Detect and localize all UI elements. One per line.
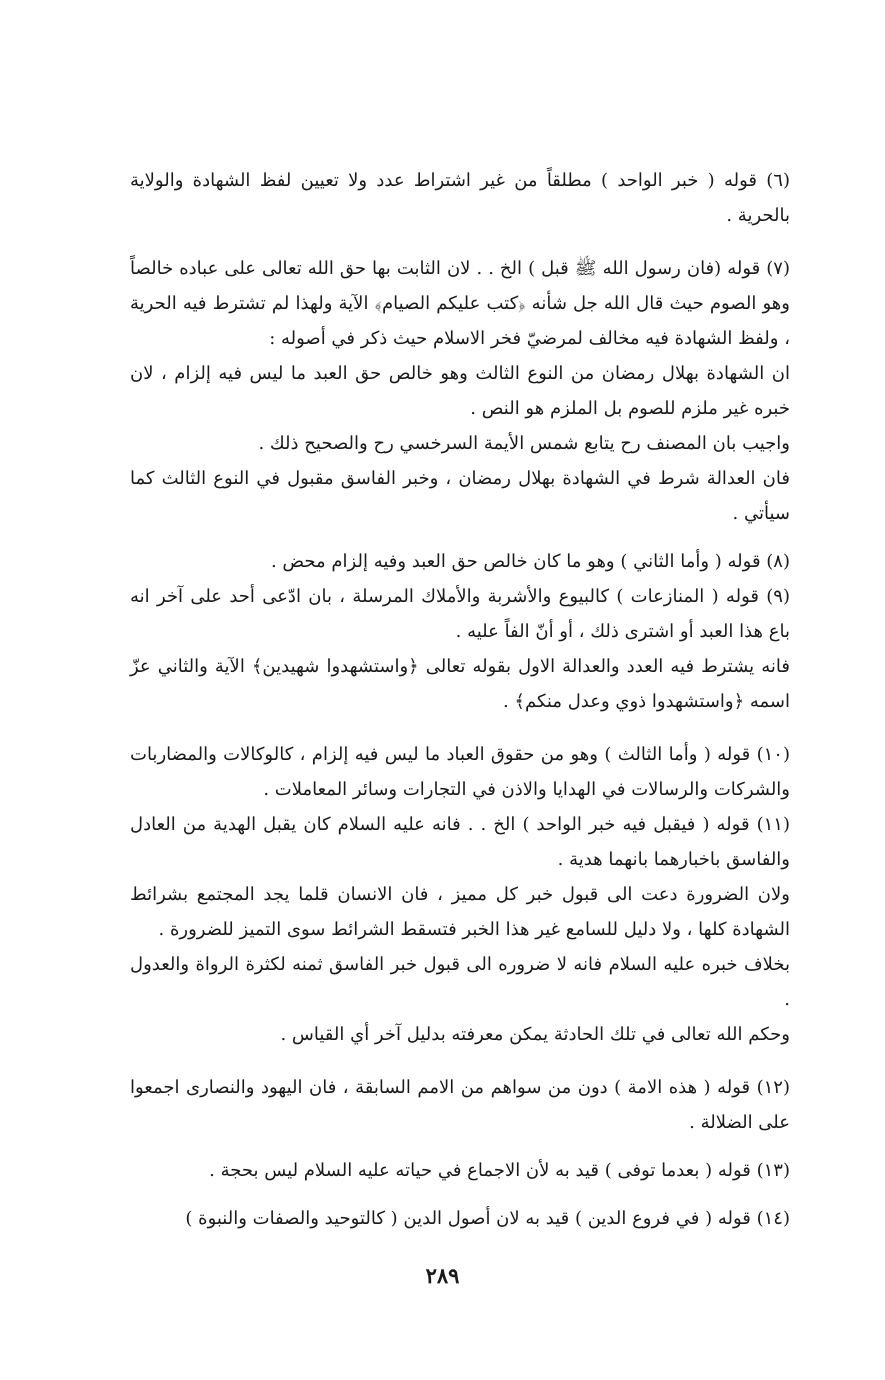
note-7: (٧) قوله (فان رسول الله ﷺ قبل ) الخ . . لان الثابت بها حق الله تعالى على عباده خالصاً وهو الصوم حيث قال الله جل شأنه ﴿كتب عليكم الصيام﴾ الآية ولهذا لم تشترط فيه الحرية ، ولفظ الشهادة فيه مخالف لمرضيّ فخر الاسلام حيث ذكر في أصوله : — [130, 258, 790, 349]
note-8: (٨) قوله ( وأما الثاني ) وهو ما كان خالص حق العبد وفيه إلزام محض . — [270, 551, 790, 572]
note-7-continued-3: فان العدالة شرط في الشهادة بهلال رمضان ، وخبر الفاسق مقبول في النوع الثالث كما سيأتي . — [130, 468, 790, 524]
note-7-continued-1: ان الشهادة بهلال رمضان من النوع الثالث وهو خالص حق العبد ما ليس فيه إلزام ، لان خبره غير ملزم للصوم بل الملزم هو النص . — [130, 363, 790, 419]
note-11-continued-3: وحكم الله تعالى في تلك الحادثة يمكن معرفته بدليل آخر أي القياس . — [280, 1024, 790, 1045]
note-11-continued-1: ولان الضرورة دعت الى قبول خبر كل مميز ، فان الانسان قلما يجد المجتمع بشرائط الشهادة كلها ، ولا دليل للسامع غير هذا الخبر فتسقط الشرائط سوى التميز للضرورة . — [130, 884, 790, 940]
note-13: (١٣) قوله ( بعدما توفى ) قيد به لأن الاجماع في حياته عليه السلام ليس بحجة . — [209, 1160, 790, 1181]
commentary-text — [130, 163, 790, 1236]
note-11-continued-2: بخلاف خبره عليه السلام فانه لا ضروره الى قبول خبر الفاسق ثمنه لكثرة الرواة والعدول . — [130, 954, 790, 1010]
note-14: (١٤) قوله ( في فروع الدين ) قيد به لان أصول الدين ( كالتوحيد والصفات والنبوة ) — [185, 1208, 790, 1229]
note-10: (١٠) قوله ( وأما الثالث ) وهو من حقوق العباد ما ليس فيه إلزام ، كالوكالات والمضاربات والشركات والرسالات في الهدايا والاذن في التجارات وسائر المعاملات . — [130, 744, 790, 800]
note-11: (١١) قوله ( فيقبل فيه خبر الواحد ) الخ . . فانه عليه السلام كان يقبل الهدية من العادل والفاسق باخبارهما بانهما هدية . — [130, 814, 790, 870]
note-9: (٩) قوله ( المنازعات ) كالبيوع والأشربة والأملاك المرسلة ، بان ادّعى أحد على آخر انه باع هذا العبد أو اشترى ذلك ، أو أنّ الفاً عليه . — [130, 586, 790, 642]
page-number: ٢٨٩ — [425, 1263, 460, 1288]
note-7-continued-2: واجيب بان المصنف رح يتابع شمس الأيمة السرخسي رح والصحيح ذلك . — [258, 433, 790, 454]
note-9-continued: فانه يشترط فيه العدد والعدالة الاول بقوله تعالى ﴿واستشهدوا شهيدين﴾ الآية والثاني عزّ اسمه ﴿واستشهدوا ذوي وعدل منكم﴾ . — [130, 656, 790, 712]
note-6: (٦) قوله ( خبر الواحد ) مطلقاً من غير اشتراط عدد ولا تعيين لفظ الشهادة والولاية بالحرية . — [130, 170, 790, 226]
note-12: (١٢) قوله ( هذه الامة ) دون من سواهم من الامم السابقة ، فان اليهود والنصارى اجمعوا على الضلالة . — [130, 1077, 790, 1133]
